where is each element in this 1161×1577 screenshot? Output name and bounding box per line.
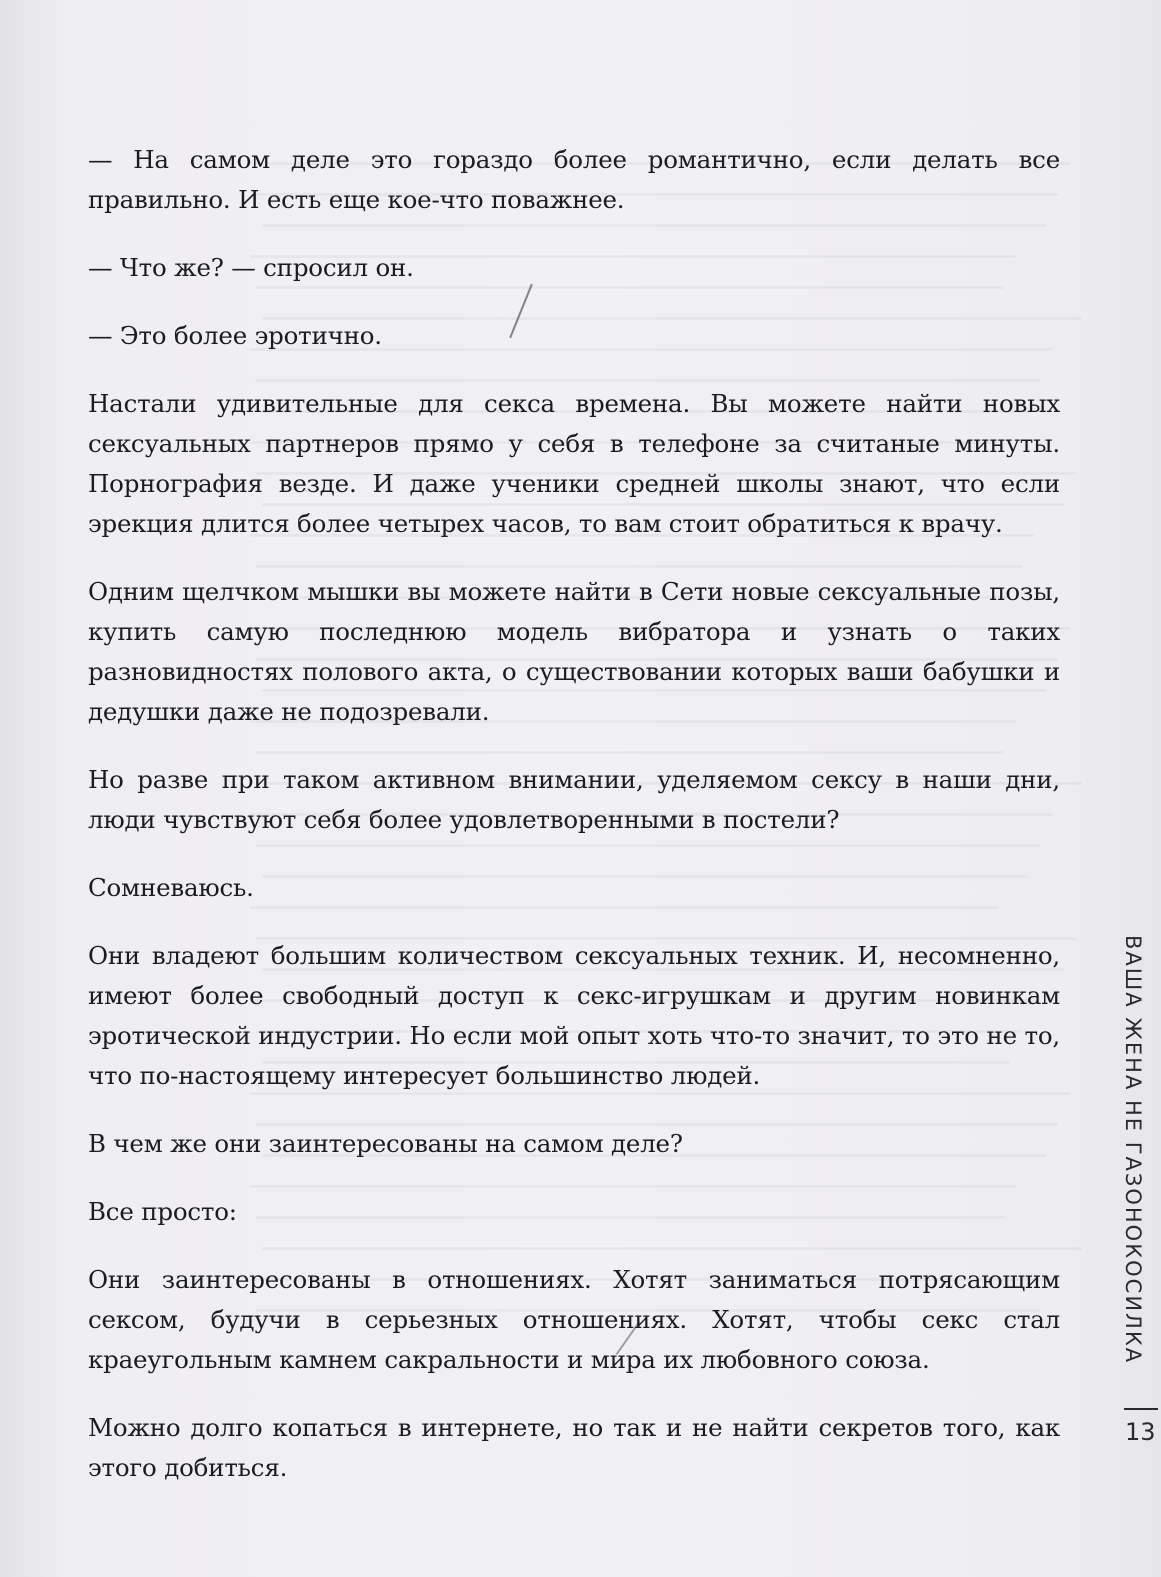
running-head [1113, 935, 1153, 1405]
paragraph: Все просто: [88, 1197, 237, 1226]
running-head-rule [1124, 1408, 1158, 1410]
paragraph: Сомневаюсь. [88, 873, 254, 902]
paragraph: Но разве при таком активном внимании, уделяемом сексу в наши дни, люди чувствуют себя более удовлетворенными в постели? [88, 765, 1060, 834]
paragraph: Настали удивительные для секса времена. Вы можете найти новых сексуальных партнеров прямо у себя в телефоне за считаные минуты. Порнография везде. И даже ученики средней школы знают, что если эрекция длится более четырех часов, то вам стоит обратиться к врачу. [88, 389, 1060, 538]
paragraph: Можно долго копаться в интернете, но так и не найти секретов того, как этого добиться. [88, 1413, 1060, 1482]
paragraph: В чем же они заинтересованы на самом деле? [88, 1129, 683, 1158]
page-number: 13 [1125, 1418, 1156, 1446]
running-head-title: ВАША ЖЕНА НЕ ГАЗОНОКОСИЛКА [1121, 935, 1145, 1365]
paragraph: — Что же? — спросил он. [88, 253, 414, 282]
body-text [88, 140, 1060, 1488]
paragraph: Одним щелчком мышки вы можете найти в Сети новые сексуальные позы, купить самую последнюю модель вибратора и узнать о таких разновидностях полового акта, о существовании которых ваши бабушки и дедушки даже не подозревали. [88, 577, 1060, 726]
paragraph: Они заинтересованы в отношениях. Хотят заниматься потрясающим сексом, будучи в серьезных отношениях. Хотят, чтобы секс стал краеугольным камнем сакральности и мира их любовного союза. [88, 1265, 1060, 1374]
paragraph: — На самом деле это гораздо более романтично, если делать все правильно. И есть еще кое-что поважнее. [88, 145, 1060, 214]
paragraph: — Это более эротично. [88, 321, 382, 350]
paragraph: Они владеют большим количеством сексуальных техник. И, несомненно, имеют более свободный доступ к секс-игрушкам и другим новинкам эротической индустрии. Но если мой опыт хоть что-то значит, то это не то, что по-настоящему интересует большинство людей. [88, 941, 1060, 1090]
